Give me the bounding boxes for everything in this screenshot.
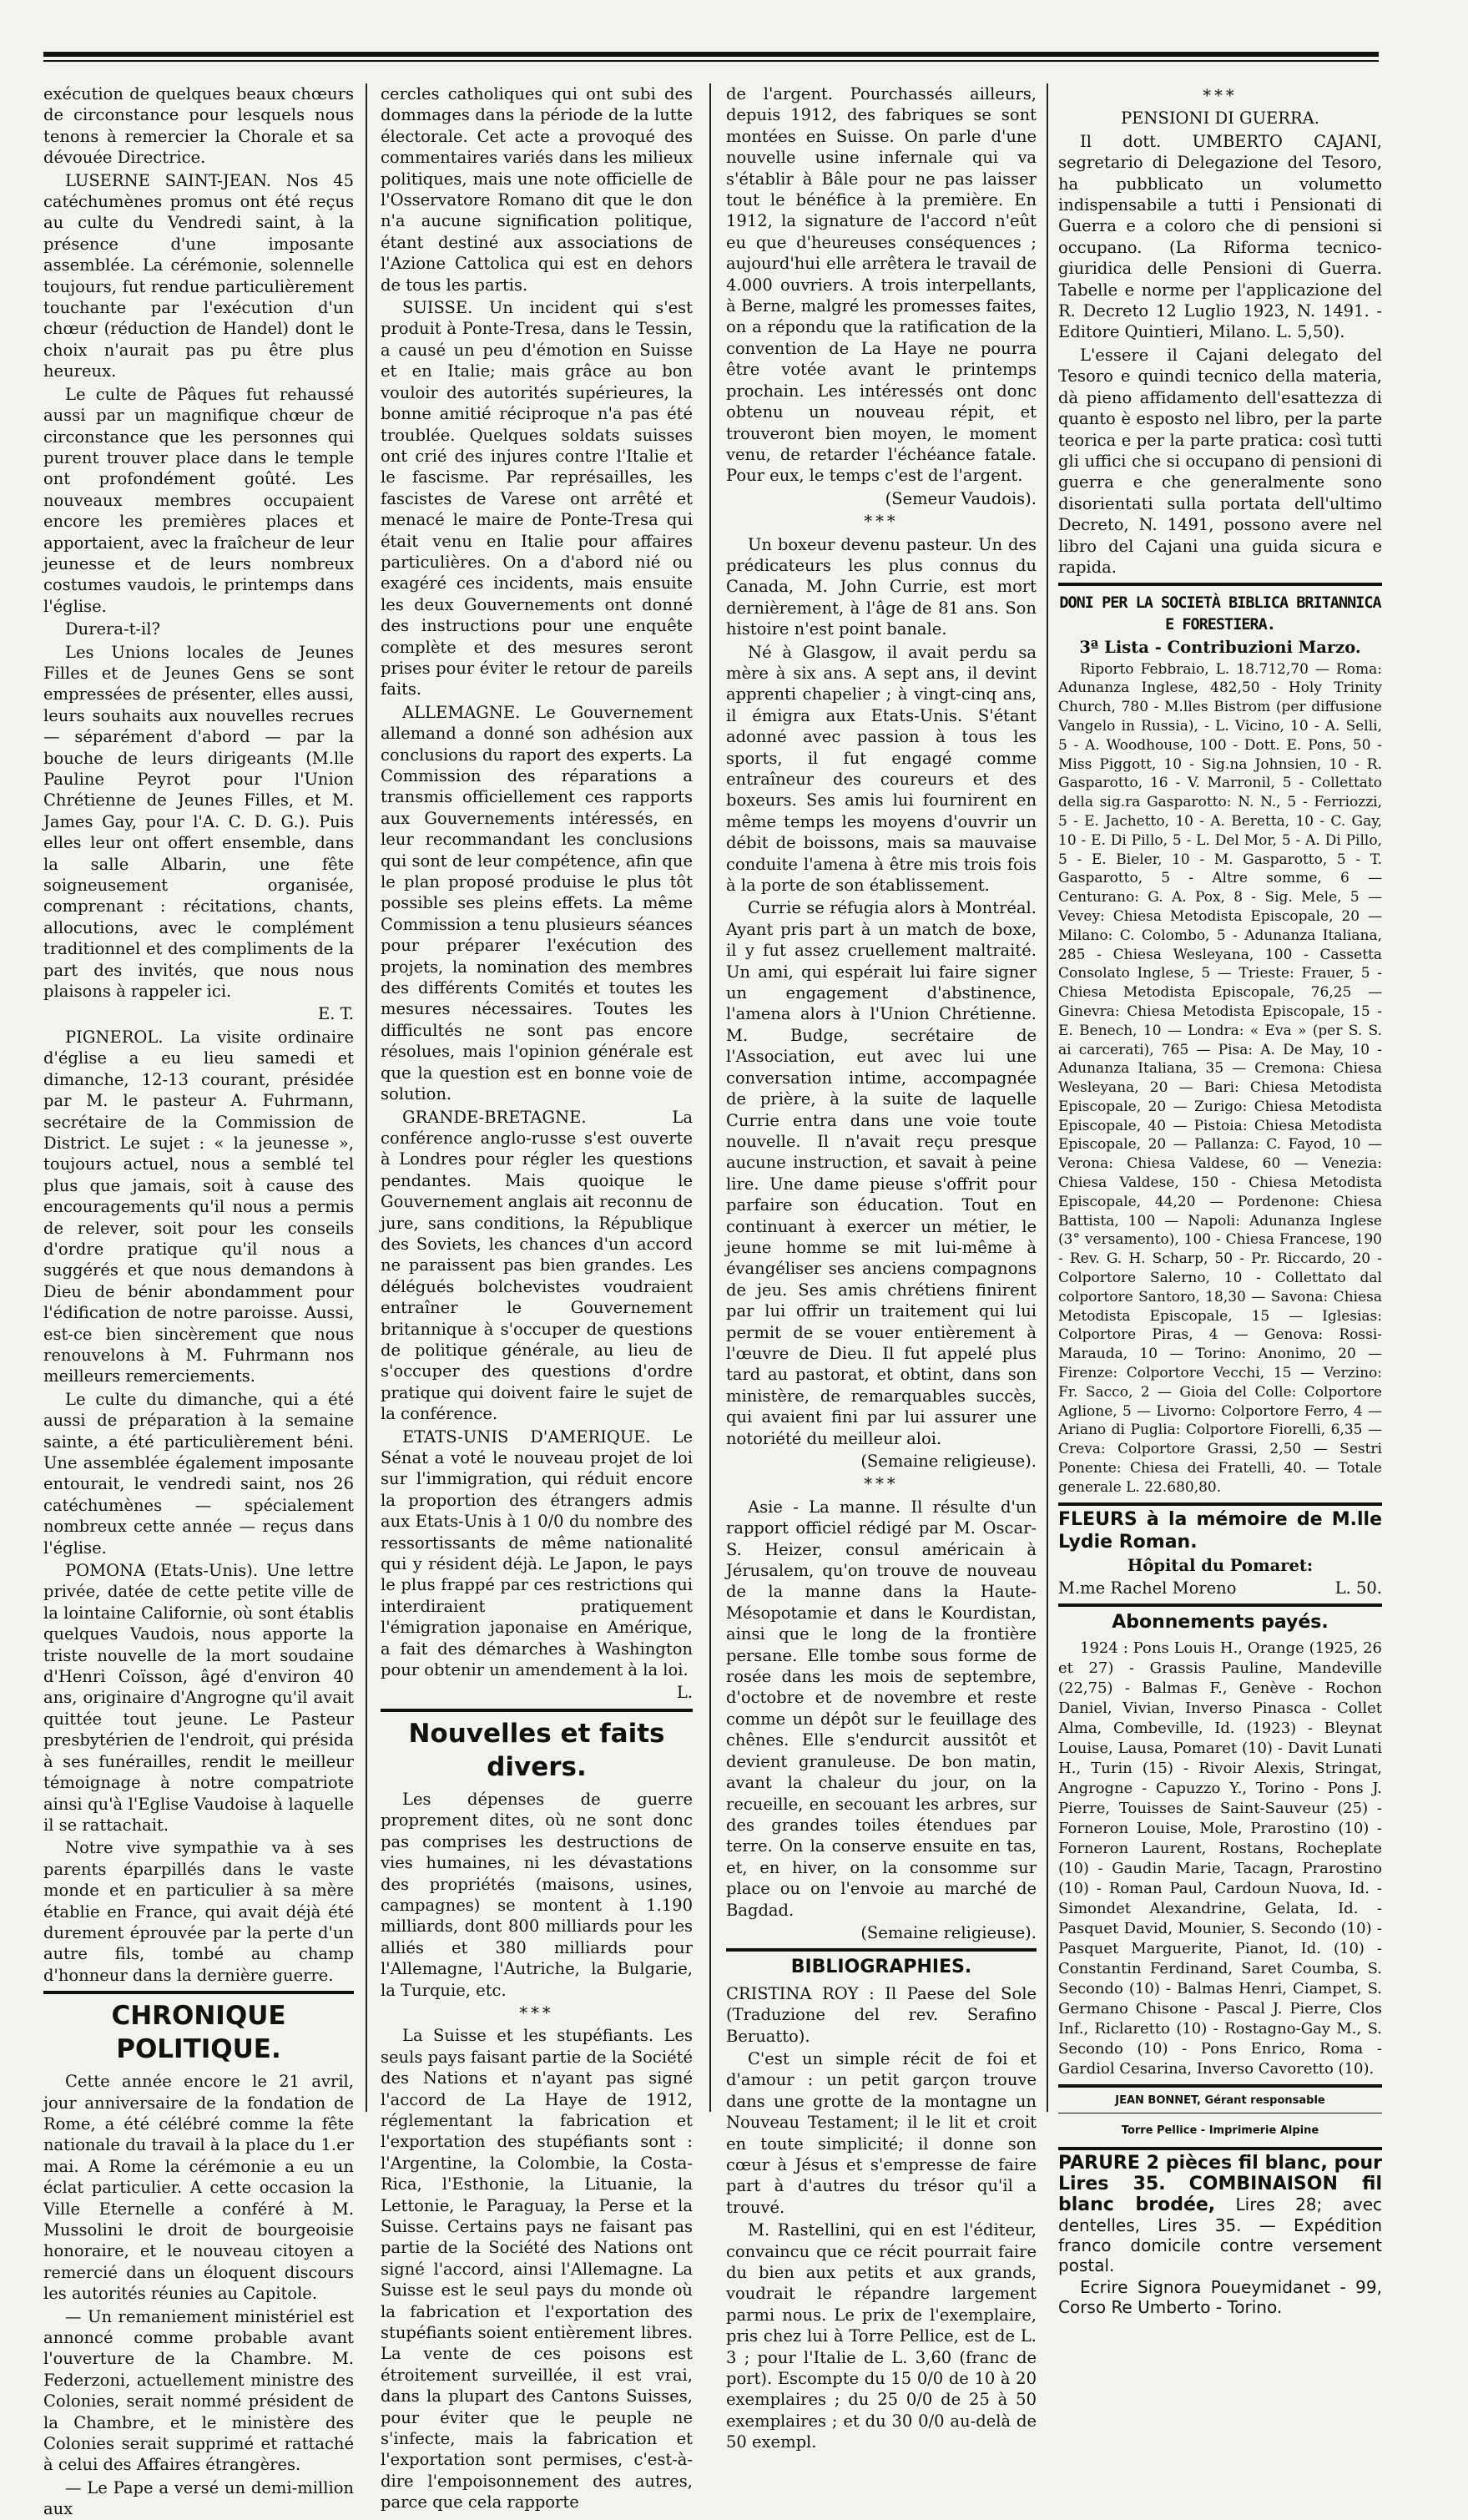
paragraph: cercles catholiques qui ont subi des dommages dans la période de la lutte électorale. Cet acte a provoqué des commentaires variés dans les milieux politiques, mais une note officielle de l'Osservatore Romano dit que le don n'a aucune signification politique, étant destiné aux associations de l'Azione Cattolica qui est en dehors de tous les partis.	[381, 84, 693, 295]
paragraph: PIGNEROL. La visite ordinaire d'église a eu lieu samedi et dimanche, 12-13 courant, présidée par M. le pasteur A. Fuhrmann, secrétaire de la Commission de District. Le sujet : « la jeunesse », toujours actuel, nous a semblé tel plus que jamais, soit à cause des encouragements qu'il nous a permis de relever, soit pour les conseils d'ordre pratique qu'il nous a suggérés et que nous demandons à Dieu de bénir abondamment pour l'édification de notre paroisse. Aussi, est-ce bien sincèrement que nous renouvelons à M. Fuhrmann nos meilleurs remerciements.	[43, 1027, 354, 1386]
subscriptions-list: 1924 : Pons Louis H., Orange (1925, 26 et 27) - Grassis Pauline, Mandeville (22,75) - Balmas F., Genève - Rochon Daniel, Vivian, Inverso Pinasca - Collet Alma, Combeville, Id. (1923) - Bleynat Louise, Lausa, Pomaret (10) - Davit Lunati H., Turin (15) - Rivoir Alexis, Stringat, Angrogne - Capuzzo Y., Torino - Pons J. Pierre, Touisses de Saint-Sauveur (25) - Forneron Louise, Mole, Prarostino (10) - Forneron Laurent, Rostans, Rocheplate (10) - Gaudin Marie, Tacagn, Prarostino (10) - Roman Paul, Cardoun Nuova, Id. - Simondet Alexandrine, Gelata, Id. - Pasquet David, Mounier, S. Secondo (10) - Pasquet Marguerite, Pianot, Id. (10) - Constantin Ferdinand, Saret Coumba, S. Secondo (10) - Balmas Henri, Ciampet, S. Germano Chisone - Pascal J. Pierre, Clos Inf., Riclaretto (10) - Rostagno-Gay M., S. Secondo (10) - Pons Enrico, Roma - Gardiol Cesarina, Inverso Cavoretto (10).	[1058, 1639, 1382, 2078]
paragraph: Un boxeur devenu pasteur. Un des prédicateurs les plus connus du Canada, M. John Currie, est mort dernièrement, à l'âge de 81 ans. Son histoire n'est point banale.	[726, 534, 1037, 639]
source-citation: (Semaine religieuse).	[860, 1452, 1037, 1471]
column-2	[381, 83, 693, 2512]
paragraph: Notre vive sympathie va à ses parents éparpillés dans le vaste monde et en particulier à sa mère établie en France, qui avait déjà été durement éprouvée par la perte d'un autre fils, tombé au champ d'honneur dans la dernière guerre.	[43, 1838, 354, 1985]
subheading: 3ª Lista - Contribuzioni Marzo.	[1079, 638, 1361, 658]
section-heading: PENSIONI DI GUERRA.	[1121, 109, 1319, 129]
advert-contact: Ecrire Signora Poueymidanet - 99, Corso Re Umberto - Torino.	[1058, 2276, 1382, 2317]
paragraph: ALLEMAGNE. Le Gouvernement allemand a donné son adhésion aux conclusions du raport des experts. La Commission des réparations a transmis officiellement ces rapports aux Gouvernements intéressés, en leur recommandant les conclusions qui sont de leur compétence, afin que le plan proposé produise le plus tôt possible ses pleins effets. La même Commission a tenu plusieurs séances pour préparer l'exécution des projets, la nomination des membres des différents Comités et toutes les mesures nécessaires. Toutes les difficultés ne sont pas encore résolues, mais l'opinion générale est que la question est en bonne voie de solution.	[381, 702, 693, 1104]
section-rule	[1058, 1603, 1382, 1607]
column-3	[726, 83, 1037, 2452]
imprint-printer: Torre Pellice - Imprimerie Alpine	[1121, 2124, 1319, 2138]
section-heading: DONI PER LA SOCIETÀ BIBLICA BRITANNICA E FORESTIERA.	[1059, 594, 1381, 634]
imprint-manager: JEAN BONNET, Gérant responsable	[1115, 2093, 1325, 2107]
paragraph: M. Rastellini, qui en est l'éditeur, convaincu que ce récit pourrait faire du bien aux petits et aux grands, voudrait le répandre largement parmi nous. Le prix de l'exemplaire, pris chez lui à Torre Pellice, est de L. 3 ; pour l'Italie de L. 3,60 (franc de port). Escompte du 15 0/0 de 10 à 20 exemplaires ; du 25 0/0 de 25 à 50 exemplaires ; et du 30 0/0 au-delà de 50 exempl.	[726, 2220, 1037, 2452]
separator-stars: ***	[519, 2002, 554, 2023]
section-rule	[1058, 1502, 1382, 1506]
paragraph: LUSERNE SAINT-JEAN. Nos 45 catéchumènes promus ont été reçus au culte du Vendredi saint, à la présence d'une imposante assemblée. La cérémonie, solennelle toujours, fut rendue particulièrement touchante par l'exécution d'un chœur (réduction de Handel) dont le choix n'aurait pas pu être plus heureux.	[43, 170, 354, 381]
advert-line: COMBINAISON fil blanc brodée,	[1058, 2173, 1382, 2215]
section-rule	[1058, 2084, 1382, 2088]
separator-stars: ***	[1203, 86, 1238, 105]
donor-amount: L. 50.	[1334, 1578, 1382, 1598]
paragraph: Durera-t-il?	[65, 619, 160, 639]
paragraph: Cette année encore le 21 avril, jour anniversaire de la fondation de Rome, a été célébré comme la fête nationale du travail à la place du 1.er mai. A Rome la cérémonie a eu un éclat particulier. A cette occasion la Ville Eternelle a conféré à M. Mussolini le droit de bourgeoisie honoraire, et le nouveau citoyen a remercié dans un éloquent discours les autorités réunies au Capitole.	[43, 2072, 354, 2304]
paragraph: POMONA (Etats-Unis). Une lettre privée, datée de cette petite ville de la lointaine Californie, où sont établis quelques Vaudois, nous apporte la triste nouvelle de la mort soudaine d'Henri Coïsson, âgé d'environ 40 ans, originaire d'Angrogne qu'il avait quittée tout jeune. Le Pasteur presbytérien de l'endroit, qui présida à ses funérailles, rendit le meilleur témoignage à notre compatriote ainsi qu'à l'Eglise Vaudoise à laquelle il se rattachait.	[43, 1561, 354, 1835]
column-divider	[1047, 83, 1048, 2112]
paragraph: — Le Pape a versé un demi-million aux	[43, 2477, 354, 2519]
top-rule	[43, 52, 1379, 57]
separator-stars: ***	[864, 1474, 899, 1494]
column-1	[43, 83, 354, 2519]
paragraph: Currie se réfugia alors à Montréal. Ayant pris part à un match de boxe, il y fut assez cruellement maltraité. Un ami, qui espérait lui faire signer un engagement d'abstinence, l'amena alors à l'Union Chrétienne. M. Budge, secrétaire de l'Association, eut avec lui une conversation intime, accompagnée de prière, à la suite de laquelle Currie entra dans une voie toute nouvelle. Il n'avait reçu presque aucune instruction, et savait à peine lire. Une dame pieuse s'offrit pour parfaire son éducation. Tout en continuant à exercer un métier, le jeune homme se mit lui-même à évangéliser ses anciens compagnons de jeu. Ses amis chrétiens finirent par lui offrir un traitement qui lui permit de se vouer entièrement à l'œuvre de Dieu. Il fut appelé plus tard au pastorat, et obtint, dans son ministère, de remarquables succès, qui avaient fini par lui assurer une notoriété du meilleur aloi.	[726, 898, 1037, 1448]
section-rule	[726, 1948, 1037, 1952]
paragraph: L'essere il Cajani delegato del Tesoro e quindi tecnico della materia, dà pieno affidamento dell'esattezza di quanto è esposto nel libro, per la parte teorica e per la parte pratica: così tutti gli uffici che si occupano di pensioni di guerra e che generalmente sono disorientati sulla portata dell'ultimo Decreto, N. 1491, possono avere nel libro del Cajani una guida sicura e rapida.	[1058, 345, 1382, 577]
section-rule	[43, 1991, 354, 1994]
paragraph: La Suisse et les stupéfiants. Les seuls pays faisant partie de la Société des Nations et n'ayant pas signé l'accord de La Haye de 1912, réglementant la fabrication et l'exportation des stupéfiants sont : l'Argentine, la Colombie, la Costa-Rica, l'Esthonie, la Lituanie, la Lettonie, le Paraguay, la Perse et la Suisse. Certains pays ne faisant pas partie de la Société des Nations ont signé l'accord, ainsi l'Allemagne. La Suisse est le seul pays du monde où la fabrication et l'exportation des stupéfiants soient entièrement libres. La vente de ces poisons est étroitement surveillée, il est vrai, dans la plupart des Cantons Suisses, pour éviter que le peuple ne s'infecte, mais la fabrication et l'exportation sont permises, c'est-à-dire l'empoisonnement des autres, parce que cela rapporte	[381, 2026, 693, 2512]
signature: L.	[676, 1683, 693, 1703]
source-citation: (Semaine religieuse).	[860, 1922, 1037, 1942]
paragraph: SUISSE. Un incident qui s'est produit à Ponte-Tresa, dans le Tessin, a causé un peu d'émotion en Suisse et en Italie; mais grâce au bon vouloir des autorités supérieures, la bonne amitié réciproque n'a pas été troublée. Quelques soldats suisses ont crié des injures contre l'Italie et le fascisme. Par représailles, les fascistes de Varese ont arrêté et menacé le maire de Ponte-Tresa qui était venu en Italie pour affaires particulières. On a d'abord nié ou exagéré ces incidents, mais ensuite les deux Gouvernements ont donné des instructions pour une enquête complète et des mesures seront prises pour éviter le retour de pareils faits.	[381, 298, 693, 699]
section-heading: Nouvelles et faits divers.	[408, 1718, 665, 1782]
advert-text	[1058, 2153, 1382, 2275]
top-rule-thin	[43, 60, 1379, 62]
paragraph: exécution de quelques beaux chœurs de circonstance pour lesquels nous tenons à remercier la Chorale et sa dévouée Directrice.	[43, 84, 354, 168]
paragraph: Les Unions locales de Jeunes Filles et de Jeunes Gens se sont empressées de présenter, elles aussi, leurs souhaits aux nouvelles recrues — séparément d'abord — par la bouche de leurs dirigeants (M.lle Pauline Peyrot pour l'Union Chrétienne de Jeunes Filles, et M. James Gay, pour l'A. C. D. G.). Puis elles leur ont offert ensemble, dans la salle Albarin, une fête soigneusement organisée, comprenant : récitations, chants, allocutions, avec le complément traditionnel et des compliments de la part des invités, que nous nous plaisons à rappeler ici.	[43, 642, 354, 1002]
paragraph: GRANDE-BRETAGNE. La conférence anglo-russe s'est ouverte à Londres pour régler les questions pendantes. Mais quoique le Gouvernement anglais ait reconnu de jure, sans conditions, la République des Soviets, les chances d'un accord ne paraissent pas bien grandes. Les délégués bolchevistes voudraient entraîner le Gouvernement britannique à s'occuper de questions de politique générale, au lieu de s'occuper des questions d'ordre pratique qui doivent faire le sujet de la conférence.	[381, 1107, 693, 1424]
section-heading: FLEURS à la mémoire de M.lle Lydie Roman.	[1058, 1508, 1382, 1553]
subheading: Hôpital du Pomaret:	[1127, 1555, 1314, 1575]
paragraph: — Un remaniement ministériel est annoncé comme probable avant l'ouverture de la Chambre. M. Federzoni, actuellement ministre des Colonies, serait nommé président de la Chambre, et le ministère des Colonies serait supprimé et rattaché à celui des Affaires étrangères.	[43, 2306, 354, 2475]
paragraph: Les dépenses de guerre proprement dites, où ne sont donc pas comprises les destructions de vies humaines, ni les dévastations des propriétés (maisons, usines, campagnes) se montent à 1.190 milliards, dont 800 milliards pour les alliés et 380 milliards pour l'Allemagne, l'Autriche, la Bulgarie, la Turquie, etc.	[381, 1789, 693, 2000]
paragraph: C'est un simple récit de foi et d'amour : un petit garçon trouve dans une grotte de la montagne un Nouveau Testament; il le lit et croit en toute simplicité; il donne son cœur à Jésus et s'empresse de faire part à d'autres du trésor qu'il a trouvé.	[726, 2048, 1037, 2217]
signature: E. T.	[318, 1004, 354, 1024]
section-heading: CHRONIQUE POLITIQUE.	[111, 2001, 286, 2065]
paragraph: Né à Glasgow, il avait perdu sa mère à six ans. A sept ans, il devint apprenti chapelier ; à vingt-cinq ans, il émigra aux Etats-Unis. S'étant adonné avec passion à tous les sports, il fut engagé comme entraîneur des coureurs et des boxeurs. Ses amis lui fournirent en même temps les moyens d'ouvrir un débit de boissons, mais sa mauvaise conduite l'amena à être mis trois fois à la porte de son établissement.	[726, 642, 1037, 896]
column-divider	[709, 83, 711, 2112]
section-rule	[1058, 583, 1382, 586]
column-divider	[366, 83, 367, 2112]
paragraph: Il dott. UMBERTO CAJANI, segretario di Delegazione del Tesoro, ha pubblicato un volumetto indispensabile a tutti i Pensionati di Guerra e a coloro che di pensioni si occupano. (La Riforma tecnico-giuridica delle Pensioni di Guerra. Tabelle e norme per l'applicazione del R. Decreto 12 Luglio 1923, N. 1491. - Editore Quintieri, Milano. L. 5,50).	[1058, 131, 1382, 342]
source-citation: (Semeur Vaudois).	[885, 488, 1037, 508]
column-4	[1058, 83, 1383, 2317]
section-rule	[381, 1709, 693, 1712]
paragraph: Le culte de Pâques fut rehaussé aussi par un magnifique chœur de circonstance que les personnes qui purent trouver place dans le temple ont profondément goûté. Les nouveaux membres occupaient encore les premières places et apportaient, avec la fraîcheur de leur jeunesse et de leurs nombreux costumes vaudois, le printemps dans l'église.	[43, 384, 354, 616]
paragraph: ETATS-UNIS D'AMERIQUE. Le Sénat a voté le nouveau projet de loi sur l'immigration, qui réduit encore la proportion des étrangers admis aux Etats-Unis à 1 0/0 du nombre des ressortissants de même nationalité qui y résident déjà. Le Japon, le pays le plus frappé par ces restrictions qui interdiraient pratiquement l'émigration japonaise en Amérique, a fait des démarches à Washington pour obtenir un amendement à la loi.	[381, 1427, 693, 1680]
paragraph: Le culte du dimanche, qui a été aussi de préparation à la semaine sainte, a été particulièrement béni. Une assemblée également imposante entourait, le vendredi saint, nos 26 catéchumènes — spécialement nombreux cette année — reçus dans l'église.	[43, 1389, 354, 1558]
section-heading: Abonnements payés.	[1112, 1612, 1329, 1634]
section-rule	[1058, 2147, 1382, 2150]
section-heading: BIBLIOGRAPHIES.	[790, 1957, 972, 1978]
advert-line: Lires 28; avec dentelles, Lires 35. — Expédition franco domicile contre versement postal.	[1058, 2194, 1383, 2275]
paragraph: de l'argent. Pourchassés ailleurs, depuis 1912, des fabriques se sont montées en Suisse. On parle d'une nouvelle usine infernale qui va s'établir à Bâle pour ne pas laisser tout le bénéfice à la première. En 1912, la signature de l'accord n'eût eu que d'heureuses conséquences ; aujourd'hui elle arrêtera le travail de 4.000 ouvriers. A trois interpellants, à Berne, malgré les promesses faites, on a répondu que la ratification de la convention de La Haye ne pourra être votée avant le printemps prochain. Les intéressés ont donc obtenu un nouveau répit, et trouveront bien moyen, le moment venu, de retarder l'échéance fatale. Pour eux, le temps c'est de l'argent.	[726, 84, 1037, 486]
donor-name: M.me Rachel Moreno	[1058, 1578, 1237, 1598]
paragraph: Asie - La manne. Il résulte d'un rapport officiel rédigé par M. Oscar-S. Heizer, consul américain à Jérusalem, qu'on trouve de nouveau de la manne dans la Haute-Mésopotamie et dans le Kourdistan, ainsi que le long de la frontière persane. Elle tombe sous forme de rosée dans les mois de septembre, d'octobre et de novembre et reste comme un dépôt sur le feuillage des chênes. Elle s'endurcit aussitôt et devient granuleuse. De bon matin, avant la chaleur du jour, on la recueille, en secouant les arbres, sur des grandes toiles étendues par terre. On la conserve ensuite en tas, et, en hiver, on la consomme sur place ou on l'envoie au marché de Bagdad.	[726, 1497, 1037, 1920]
paragraph: CRISTINA ROY : Il Paese del Sole (Traduzione del rev. Serafino Beruatto).	[726, 1983, 1037, 2046]
advert-line: PARURE 2 pièces fil blanc, pour Lires 35.	[1058, 2152, 1382, 2194]
separator-stars: ***	[864, 512, 899, 532]
donation-list: Riporto Febbraio, L. 18.712,70 — Roma: Adunanza Inglese, 482,50 - Holy Trinity Church, 780 - M.lles Bistrom (per diffusione Vangelo in Russia), - L. Vicino, 10 - A. Selli, 5 - A. Woodhouse, 100 - Dott. E. Pons, 50 - Miss Piggott, 10 - Sig.na Johnsien, 10 - R. Gasparotto, 16 - V. Marronil, 5 - Collettato della sig.ra Gasparotto: N. N., 5 - Ferriozzi, 5 - E. Jachetto, 10 - A. Beretta, 10 - C. Gay, 10 - E. Di Pillo, 5 - L. Del Mor, 5 - A. Di Pillo, 5 - E. Bieler, 10 - M. Gasparotto, 5 - T. Gasparotto, 5 - Altre somme, 6 — Centurano: G. A. Pox, 8 - Sig. Mele, 5 — Vevey: Chiesa Metodista Episcopale, 20 — Milano: C. Colombo, 5 - Adunanza Italiana, 285 - Chiesa Wesleyana, 100 - Cassetta Consolato Inglese, 5 — Trieste: Frauer, 5 - Chiesa Metodista Episcopale, 76,25 — Ginevra: Chiesa Metodista Episcopale, 15 - E. Benech, 10 — Londra: « Eva » (per S. S. ai carcerati), 765 — Pisa: A. De May, 10 - Adunanza Italiana, 35 — Cremona: Chiesa Wesleyana, 20 — Bari: Chiesa Metodista Episcopale, 20 — Zurigo: Chiesa Metodista Episcopale, 40 — Pistoia: Chiesa Metodista Episcopale, 20 — Pallanza: C. Fayod, 10 — Verona: Chiesa Valdese, 60 — Venezia: Chiesa Valdese, 150 - Chiesa Metodista Episcopale, 44,20 — Pordenone: Chiesa Battista, 100 — Napoli: Adunanza Inglese (3° versamento), 100 - Chiesa Francese, 190 - Rev. G. H. Scharp, 50 - Pr. Riccardo, 20 - Colportore Salerno, 10 - Collettato dal colportore Santoro, 18,30 — Savona: Chiesa Metodista Episcopale, 15 — Iglesias: Colportore Piras, 4 — Genova: Rossi-Marauda, 10 — Torino: Anonimo, 20 — Firenze: Colportore Vecchi, 15 — Verzino: Fr. Sacco, 2 — Gioia del Colle: Colportore Aglione, 5 — Livorno: Colportore Ferro, 4 — Ariano di Puglia: Colportore Fiorelli, 6,35 — Creva: Colportore Grassi, 2,50 — Sestri Ponente: Chiesa dei Fratelli, 40. — Totale generale L. 22.680,80.	[1058, 660, 1382, 1496]
